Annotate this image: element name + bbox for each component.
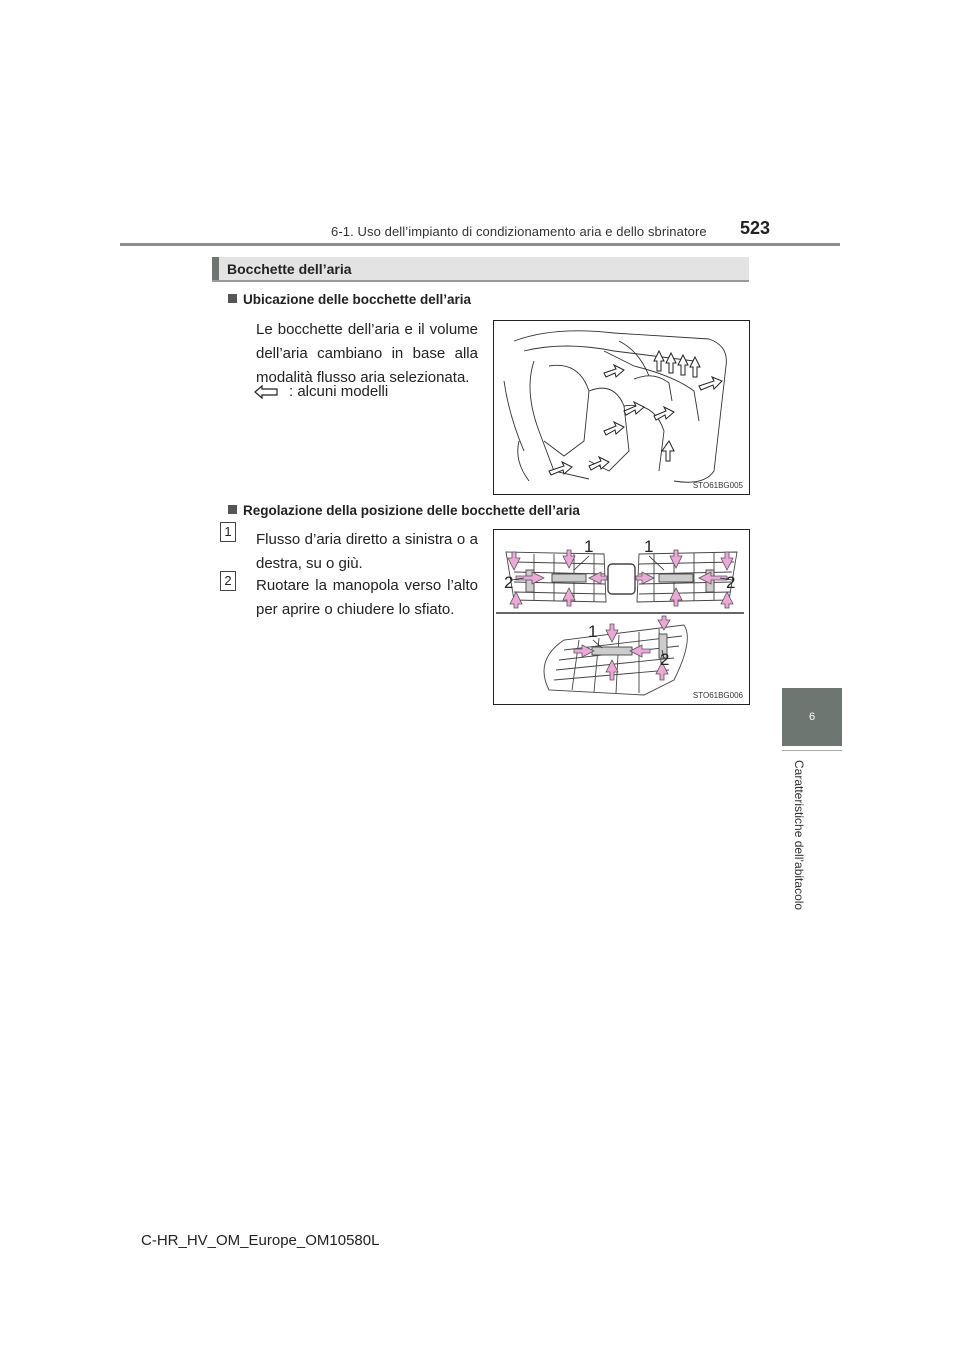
- figure-code: STO61BG006: [692, 691, 743, 700]
- outline-arrow-icon: [253, 385, 279, 399]
- chapter-title: 6-1. Uso dell’impianto di condizionamento aria e dello sbrinatore: [331, 224, 707, 239]
- callout-2: 2: [504, 573, 514, 592]
- subheading-text: Ubicazione delle bocchette dell’aria: [243, 292, 472, 307]
- chapter-tab[interactable]: 6: [782, 688, 842, 746]
- section-accent: [212, 257, 219, 280]
- square-bullet-icon: [228, 505, 237, 514]
- item-number-badge: 2: [220, 571, 236, 591]
- square-bullet-icon: [228, 294, 237, 303]
- item-text: Flusso d’aria diretto a sinistra o a destra, su o giù.: [256, 531, 478, 572]
- callout-2: 2: [660, 650, 670, 669]
- vent-adjust-figure: [493, 529, 750, 705]
- subheading-vent-adjust: [228, 503, 580, 518]
- item-text: Ruotare la manopola verso l’alto per aprire o chiudere lo sfiato.: [256, 577, 478, 618]
- item-number-badge: 1: [220, 522, 236, 542]
- subheading-text: Regolazione della posizione delle bocchette dell’aria: [243, 503, 580, 518]
- cabin-illustration: [494, 321, 749, 494]
- cabin-vents-figure: [493, 320, 750, 495]
- section-title: Bocchette dell’aria: [227, 261, 352, 277]
- document-code: C-HR_HV_OM_Europe_OM10580L: [141, 1232, 380, 1249]
- subheading-vent-location: [228, 292, 471, 307]
- figure-code: STO61BG005: [692, 481, 743, 490]
- models-note: [253, 383, 388, 400]
- vent-location-body: Le bocchette dell’aria e il volume dell’aria cambiano in base alla modalità flusso aria selezionata.: [256, 321, 478, 386]
- sidebar-divider: [782, 750, 842, 751]
- page-number: 523: [740, 218, 771, 238]
- chapter-tab-label: Caratteristiche dell’abitacolo: [792, 760, 806, 911]
- models-note-text: : alcuni modelli: [289, 383, 389, 400]
- header-divider: [120, 243, 840, 246]
- callout-1: 1: [644, 537, 654, 556]
- callout-2: 2: [726, 573, 736, 592]
- callout-1: 1: [588, 622, 598, 641]
- callout-1: 1: [584, 537, 594, 556]
- section-header: [212, 257, 749, 282]
- vent-adjust-illustration: [494, 530, 749, 704]
